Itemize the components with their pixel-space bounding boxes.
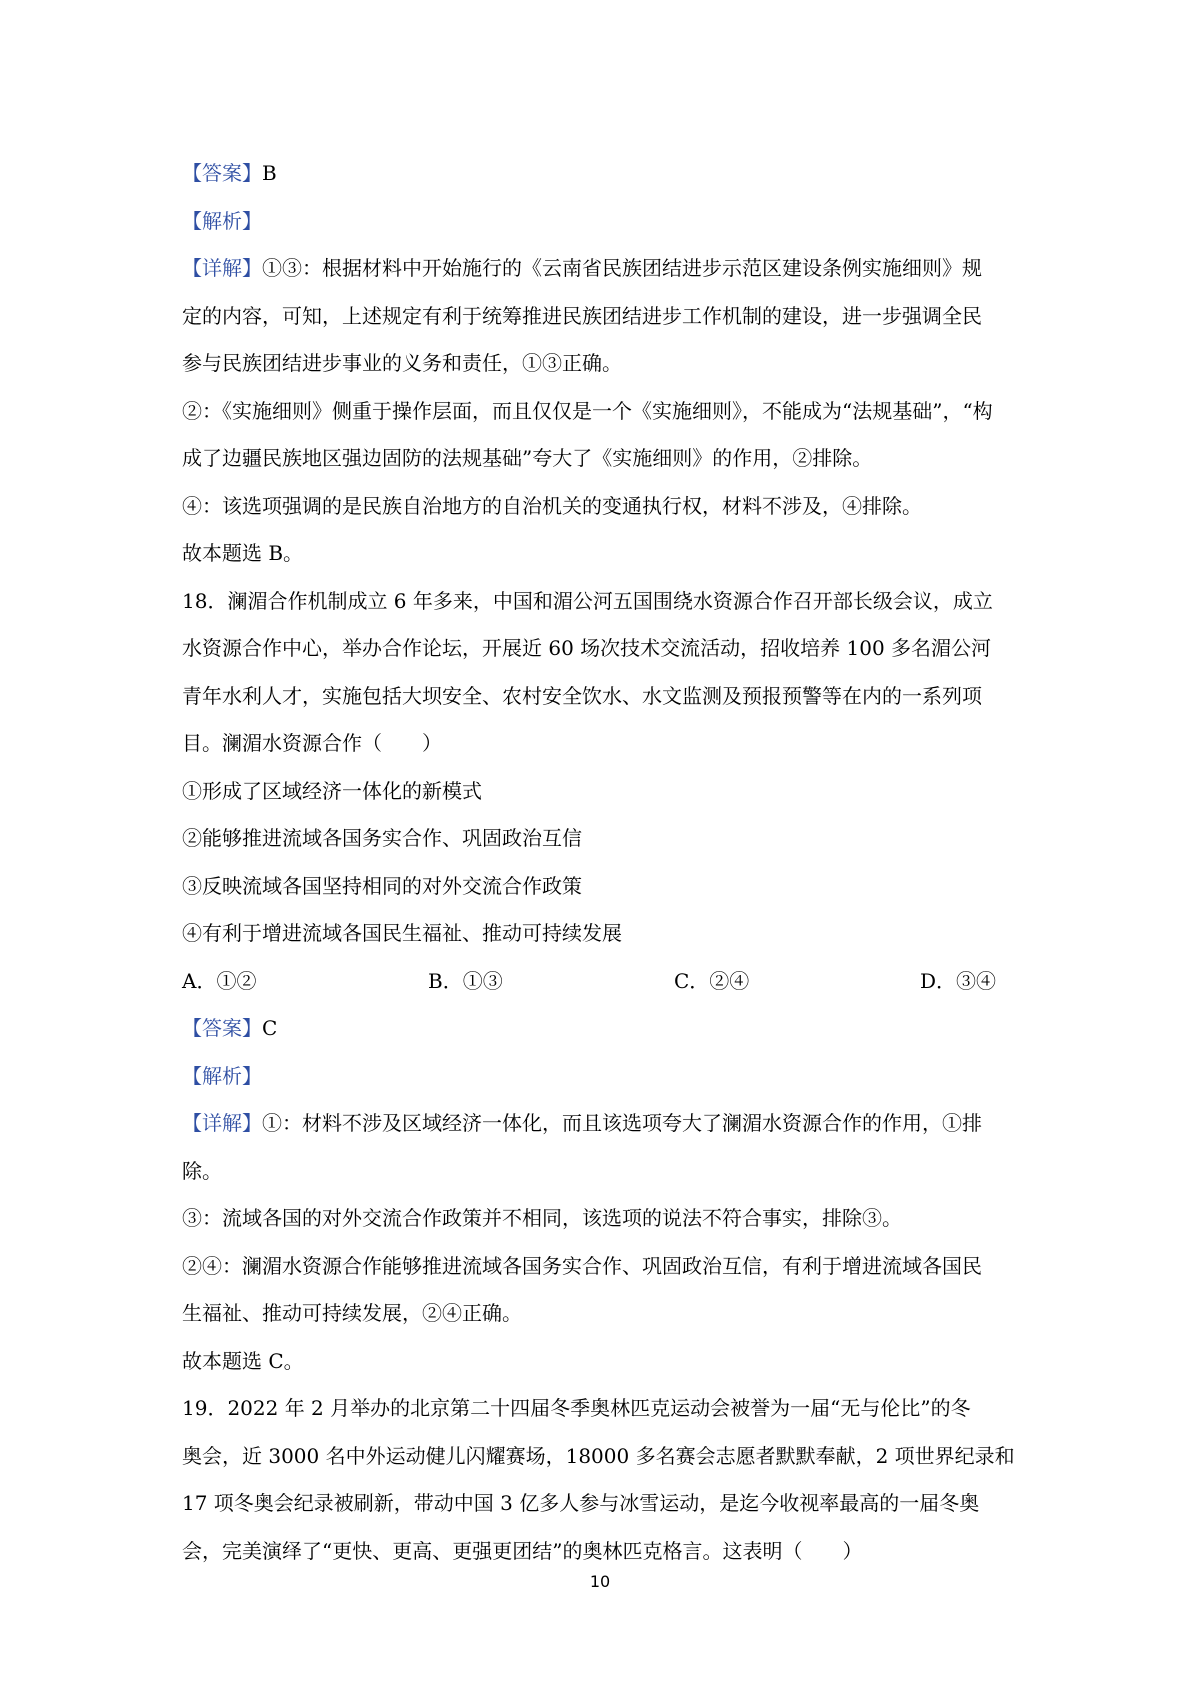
detail-tag: 【详解】: [182, 256, 262, 280]
answer-tag: 【答案】: [182, 161, 262, 185]
q18-conclusion: 故本题选 C。: [182, 1348, 304, 1373]
answer-tag: 【答案】: [182, 1016, 262, 1040]
q18-answer: [182, 1005, 1022, 1053]
q18-detail-line: ③：流域各国的对外交流合作政策并不相同，该选项的说法不符合事实，排除③。: [182, 1206, 902, 1230]
option-a: A．①②: [182, 968, 257, 993]
q18-detail-line: ②④：澜湄水资源合作能够推进流域各国务实合作、巩固政治互信，有利于增进流域各国民: [182, 1253, 982, 1278]
q17-detail-line: [182, 245, 1022, 293]
q19-stem-line: 会，完美演绎了“更快、更高、更强更团结”的奥林匹克格言。这表明（ ）: [182, 1538, 863, 1563]
q18-stem-line: 青年水利人才，实施包括大坝安全、农村安全饮水、水文监测及预报预警等在内的一系列项: [182, 683, 982, 708]
page-number: 10: [589, 1572, 611, 1591]
q17-detail-line: 定的内容，可知，上述规定有利于统筹推进民族团结进步工作机制的建设，进一步强调全民: [182, 303, 982, 328]
option-b: B．①③: [428, 968, 503, 993]
q18-statement: ②能够推进流域各国务实合作、巩固政治互信: [182, 826, 582, 850]
q18-stem-line: 18．澜湄合作机制成立 6 年多来，中国和湄公河五国围绕水资源合作召开部长级会议，成立: [182, 588, 993, 613]
analysis-tag: 【解析】: [182, 208, 262, 233]
option-c: C．②④: [674, 968, 750, 993]
q18-detail-line: 除。: [182, 1158, 222, 1183]
q17-analysis-heading: [182, 198, 1022, 246]
analysis-tag: 【解析】: [182, 1063, 262, 1088]
q17-detail-line: 参与民族团结进步事业的义务和责任，①③正确。: [182, 351, 622, 375]
q17-conclusion: 故本题选 B。: [182, 541, 304, 565]
q18-statement: ①形成了区域经济一体化的新模式: [182, 778, 482, 803]
detail-text: ①：材料不涉及区域经济一体化，而且该选项夸大了澜湄水资源合作的作用，①排: [262, 1111, 982, 1135]
q18-stem-line: 水资源合作中心，举办合作论坛，开展近 60 场次技术交流活动，招收培养 100 多名湄公河: [182, 636, 992, 660]
q19-stem-line: 奥会，近 3000 名中外运动健儿闪耀赛场，18000 多名赛会志愿者默默奉献，2 项世界纪录和: [182, 1443, 1015, 1468]
detail-tag: 【详解】: [182, 1111, 262, 1135]
q18-statement: ③反映流域各国坚持相同的对外交流合作政策: [182, 873, 582, 898]
answer-value: C: [262, 1016, 278, 1040]
q17-answer: [182, 150, 1022, 198]
q19-stem-line: 19．2022 年 2 月举办的北京第二十四届冬季奥林匹克运动会被誉为一届“无与伦比”的冬: [182, 1396, 971, 1420]
q18-stem-line: 目。澜湄水资源合作（ ）: [182, 731, 442, 755]
q18-analysis-heading: [182, 1053, 1022, 1101]
option-d: D．③④: [920, 968, 997, 993]
q19-stem-line: 17 项冬奥会纪录被刷新，带动中国 3 亿多人参与冰雪运动，是迄今收视率最高的一届冬奥: [182, 1491, 980, 1515]
q18-detail-line: [182, 1100, 1022, 1148]
document-page: [182, 150, 1022, 1575]
q18-statement: ④有利于增进流域各国民生福祉、推动可持续发展: [182, 921, 622, 945]
q17-detail-line: ④：该选项强调的是民族自治地方的自治机关的变通执行权，材料不涉及，④排除。: [182, 493, 922, 518]
q17-detail-line: ②：《实施细则》侧重于操作层面，而且仅仅是一个《实施细则》，不能成为“法规基础”，“构: [182, 398, 993, 423]
detail-text: ①③：根据材料中开始施行的《云南省民族团结进步示范区建设条例实施细则》规: [262, 256, 982, 280]
answer-value: B: [262, 161, 277, 185]
q18-options: [182, 958, 1022, 1006]
q17-detail-line: 成了边疆民族地区强边固防的法规基础”夸大了《实施细则》的作用，②排除。: [182, 446, 873, 470]
q18-detail-line: 生福祉、推动可持续发展，②④正确。: [182, 1301, 522, 1325]
